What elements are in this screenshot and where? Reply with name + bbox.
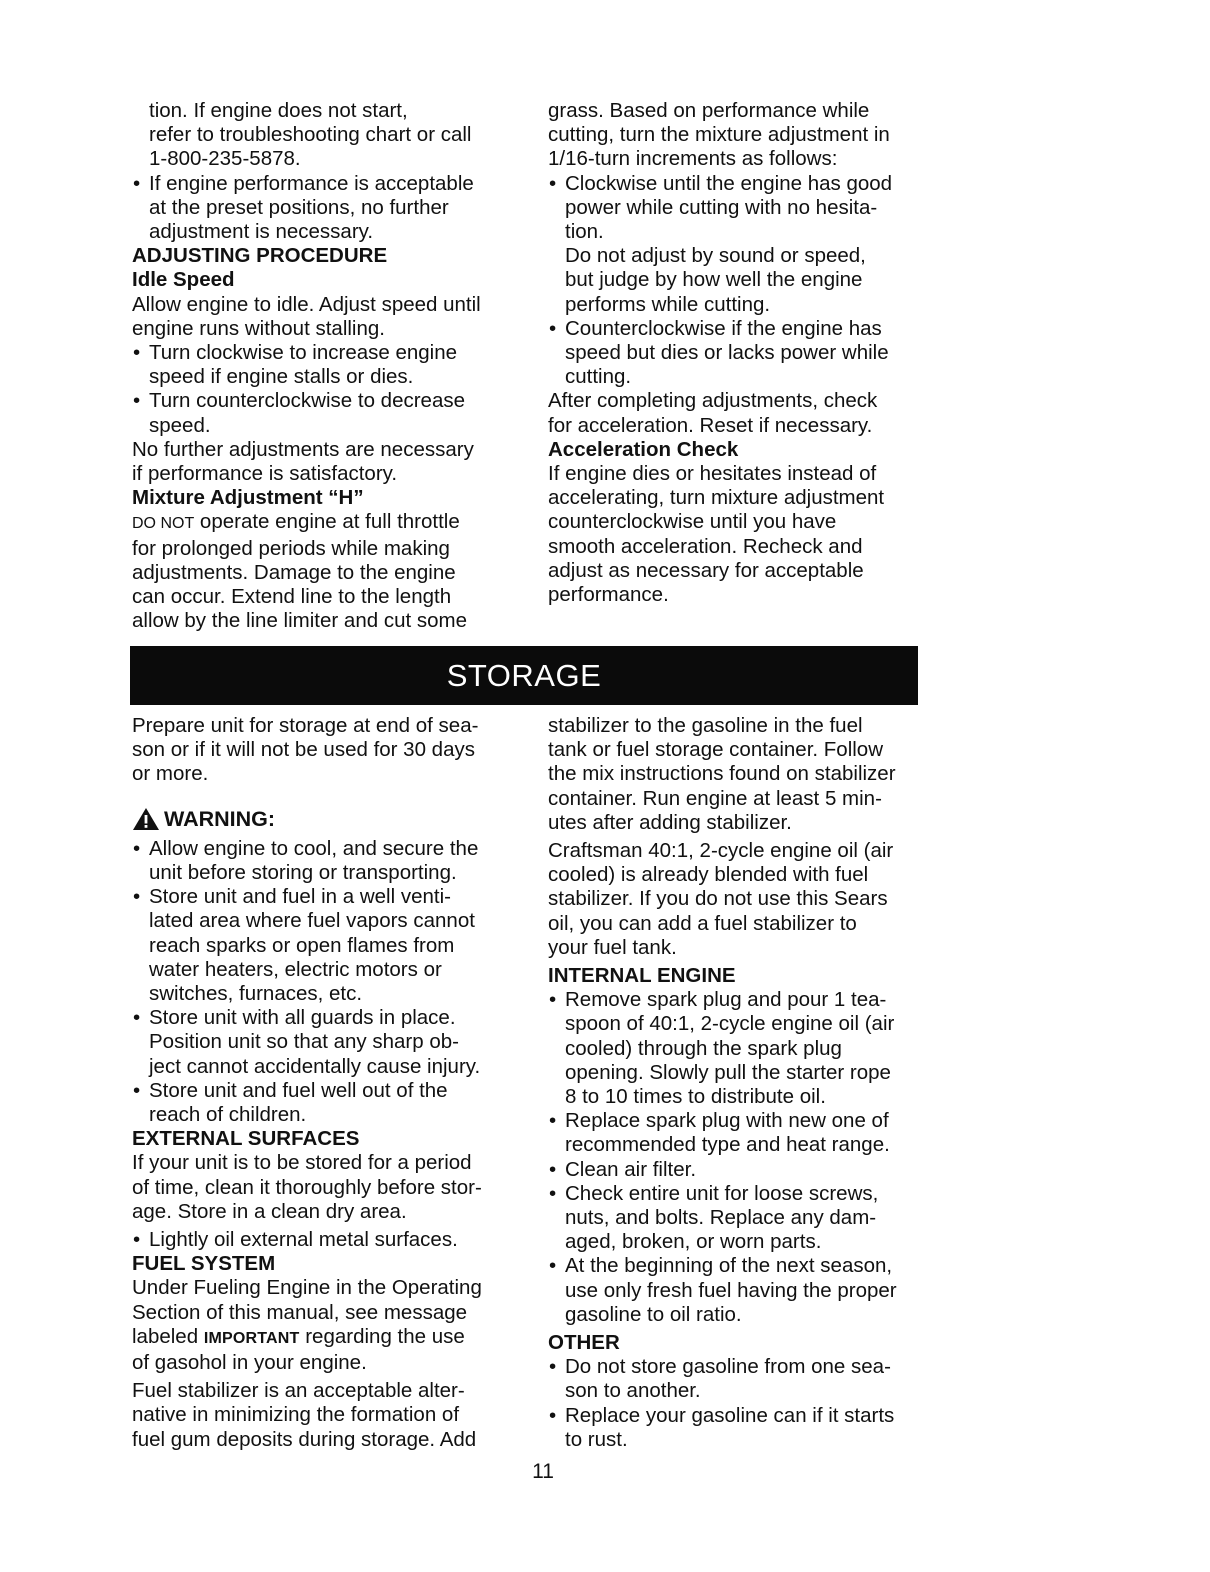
text-line: 1-800-235-5878. xyxy=(149,147,301,171)
text-line: reach sparks or open flames from xyxy=(149,933,455,957)
text-span: regarding the use xyxy=(299,1324,465,1348)
text-line: fuel gum deposits during storage. Add xyxy=(132,1427,477,1451)
paragraph xyxy=(548,839,940,960)
bullet-item xyxy=(548,1109,940,1157)
text-line: to rust. xyxy=(565,1427,628,1451)
text-line: tion. If engine does not start, xyxy=(149,99,408,122)
paragraph xyxy=(132,1151,524,1224)
text-line xyxy=(132,510,522,536)
text-line: • At the beginning of the next season, xyxy=(565,1254,893,1278)
paragraph xyxy=(548,389,938,437)
text-line: adjust as necessary for acceptable xyxy=(548,558,864,582)
storage-section-banner: STORAGE xyxy=(130,646,918,705)
text-line: speed. xyxy=(149,413,211,437)
text-line: 8 to 10 times to distribute oil. xyxy=(565,1085,826,1109)
text-line: your fuel tank. xyxy=(548,935,677,959)
bullet-item xyxy=(132,885,524,1006)
text-line: allow by the line limiter and cut some xyxy=(132,609,467,633)
text-line: opening. Slowly pull the starter rope xyxy=(565,1060,891,1084)
text-line: speed but dies or lacks power while xyxy=(565,341,889,365)
bullet-item xyxy=(548,1158,940,1182)
text-line: utes after adding stabilizer. xyxy=(548,810,792,834)
section-heading: OTHER xyxy=(548,1331,620,1355)
text-line: cooled) is already blended with fuel xyxy=(548,863,869,887)
text-line: • Store unit and fuel in a well venti- xyxy=(149,885,451,909)
text-line: • Check entire unit for loose screws, xyxy=(565,1181,879,1205)
text-line: • Store unit and fuel well out of the xyxy=(149,1078,448,1102)
bottom-left-column xyxy=(132,714,524,1452)
text-line: • Remove spark plug and pour 1 tea- xyxy=(565,988,887,1012)
text-line: Position unit so that any sharp ob- xyxy=(149,1030,459,1054)
text-line: refer to troubleshooting chart or call xyxy=(149,123,472,147)
text-line: tank or fuel storage container. Follow xyxy=(548,738,884,762)
text-line: 1/16-turn increments as follows: xyxy=(548,147,838,171)
text-line: speed if engine stalls or dies. xyxy=(149,365,414,389)
text-line: If engine dies or hesitates instead of xyxy=(548,462,877,486)
top-right-column xyxy=(548,99,938,607)
section-heading: EXTERNAL SURFACES xyxy=(132,1127,360,1151)
text-line: gasoline to oil ratio. xyxy=(565,1302,742,1326)
paragraph xyxy=(132,714,524,787)
text-line: switches, furnaces, etc. xyxy=(149,982,363,1006)
subsection-heading: Idle Speed xyxy=(132,268,235,292)
text-line: Allow engine to idle. Adjust speed until xyxy=(132,292,481,316)
text-line: • Allow engine to cool, and secure the xyxy=(149,836,479,860)
paragraph xyxy=(548,99,938,172)
warning-label: WARNING: xyxy=(164,806,276,831)
text-line: Do not adjust by sound or speed, xyxy=(565,244,866,268)
text-line: • Replace your gasoline can if it starts xyxy=(565,1403,895,1427)
text-line: of gasohol in your engine. xyxy=(132,1351,367,1375)
page-number: 11 xyxy=(532,1460,554,1483)
text-line: performs while cutting. xyxy=(565,292,771,316)
text-line xyxy=(132,1325,524,1351)
text-line: son or if it will not be used for 30 days xyxy=(132,738,475,762)
bullet-item xyxy=(132,1006,524,1079)
text-line: age. Store in a clean dry area. xyxy=(132,1199,407,1223)
text-line: No further adjustments are necessary xyxy=(132,437,474,461)
text-line: • Turn clockwise to increase engine xyxy=(149,341,458,365)
text-line: stabilizer to the gasoline in the fuel xyxy=(548,714,863,737)
text-line: unit before storing or transporting. xyxy=(149,861,457,885)
paragraph xyxy=(548,714,940,835)
text-line: cutting. xyxy=(565,365,632,389)
text-line: for prolonged periods while making xyxy=(132,536,450,560)
text-line: • Store unit with all guards in place. xyxy=(149,1006,456,1030)
important-label: IMPORTANT xyxy=(203,1329,300,1347)
text-line: adjustment is necessary. xyxy=(149,220,374,244)
text-line: • Turn counterclockwise to decrease xyxy=(149,389,465,413)
text-line: • If engine performance is acceptable xyxy=(149,171,474,195)
bullet-note xyxy=(548,244,938,317)
text-line: performance. xyxy=(548,583,669,607)
text-line: • Do not store gasoline from one sea- xyxy=(565,1355,891,1379)
bullet-item xyxy=(132,341,522,389)
warning-triangle-icon xyxy=(132,807,160,831)
text-line: tion. xyxy=(565,220,604,244)
text-line: • Lightly oil external metal surfaces. xyxy=(149,1228,458,1252)
text-line: son to another. xyxy=(565,1379,701,1403)
bullet-item xyxy=(132,389,522,437)
text-line: at the preset positions, no further xyxy=(149,195,449,219)
bullet-item xyxy=(548,172,938,245)
text-line: for acceleration. Reset if necessary. xyxy=(548,413,873,437)
text-line: of time, clean it thoroughly before stor- xyxy=(132,1175,482,1199)
do-not-label: DO NOT xyxy=(132,515,195,533)
text-line: oil, you can add a fuel stabilizer to xyxy=(548,911,857,935)
text-line: water heaters, electric motors or xyxy=(149,957,442,981)
bullet-item xyxy=(548,988,940,1109)
text-line: container. Run engine at least 5 min- xyxy=(548,786,882,810)
text-line: • Counterclockwise if the engine has xyxy=(565,316,882,340)
paragraph xyxy=(132,438,522,486)
text-line: the mix instructions found on stabilizer xyxy=(548,762,896,786)
text-line: or more. xyxy=(132,762,209,786)
paragraph xyxy=(132,1276,524,1375)
text-line: cutting, turn the mixture adjustment in xyxy=(548,123,890,147)
text-line: can occur. Extend line to the length xyxy=(132,585,452,609)
subsection-heading: Mixture Adjustment “H” xyxy=(132,486,364,510)
bullet-item xyxy=(132,172,522,245)
text-line: smooth acceleration. Recheck and xyxy=(548,534,863,558)
text-line: use only fresh fuel having the proper xyxy=(565,1278,897,1302)
text-span: labeled xyxy=(132,1324,204,1348)
warning-heading xyxy=(132,807,524,831)
text-line: native in minimizing the formation of xyxy=(132,1403,460,1427)
section-heading: ADJUSTING PROCEDURE xyxy=(132,244,388,268)
text-line: Under Fueling Engine in the Operating xyxy=(132,1276,482,1300)
top-left-column xyxy=(132,99,522,633)
text-line: • Replace spark plug with new one of xyxy=(565,1109,889,1133)
text-line: power while cutting with no hesita- xyxy=(565,195,878,219)
continued-paragraph xyxy=(132,99,522,172)
text-line: Prepare unit for storage at end of sea- xyxy=(132,714,479,737)
text-line: lated area where fuel vapors cannot xyxy=(149,909,475,933)
bullet-item xyxy=(132,1228,524,1252)
subsection-heading: Acceleration Check xyxy=(548,437,739,461)
text-line: reach of children. xyxy=(149,1103,307,1127)
bullet-item xyxy=(548,1182,940,1255)
text-line: spoon of 40:1, 2-cycle engine oil (air xyxy=(565,1012,895,1036)
paragraph xyxy=(132,510,522,633)
text-line: aged, broken, or worn parts. xyxy=(565,1230,822,1254)
text-line: ject cannot accidentally cause injury. xyxy=(149,1054,481,1078)
text-line: recommended type and heat range. xyxy=(565,1133,890,1157)
text-line: Fuel stabilizer is an acceptable alter- xyxy=(132,1379,465,1403)
paragraph xyxy=(132,293,522,341)
paragraph xyxy=(548,462,938,607)
text-line: • Clean air filter. xyxy=(565,1157,697,1181)
text-line: • Clockwise until the engine has good xyxy=(565,171,893,195)
bottom-right-column xyxy=(548,714,940,1452)
bullet-item xyxy=(132,837,524,885)
text-line: stabilizer. If you do not use this Sears xyxy=(548,887,888,911)
text-line: adjustments. Damage to the engine xyxy=(132,560,456,584)
text-line: counterclockwise until you have xyxy=(548,510,837,534)
text-line: accelerating, turn mixture adjustment xyxy=(548,486,885,510)
bullet-item xyxy=(548,1404,940,1452)
text-line: After completing adjustments, check xyxy=(548,389,878,413)
text-line: Section of this manual, see message xyxy=(132,1300,468,1324)
text-line: If your unit is to be stored for a period xyxy=(132,1151,472,1175)
text-line: cooled) through the spark plug xyxy=(565,1036,842,1060)
bullet-item xyxy=(548,1355,940,1403)
text-line: Craftsman 40:1, 2-cycle engine oil (air xyxy=(548,839,894,863)
text-span: operate engine at full throttle xyxy=(194,510,460,534)
bullet-item xyxy=(132,1079,524,1127)
text-line: but judge by how well the engine xyxy=(565,268,863,292)
text-line: engine runs without stalling. xyxy=(132,316,385,340)
text-line: if performance is satisfactory. xyxy=(132,462,398,486)
text-line: grass. Based on performance while xyxy=(548,99,870,122)
paragraph xyxy=(132,1379,524,1452)
text-line: nuts, and bolts. Replace any dam- xyxy=(565,1206,877,1230)
bullet-item xyxy=(548,317,938,390)
section-heading: INTERNAL ENGINE xyxy=(548,964,736,988)
bullet-item xyxy=(548,1254,940,1327)
section-heading: FUEL SYSTEM xyxy=(132,1252,276,1276)
